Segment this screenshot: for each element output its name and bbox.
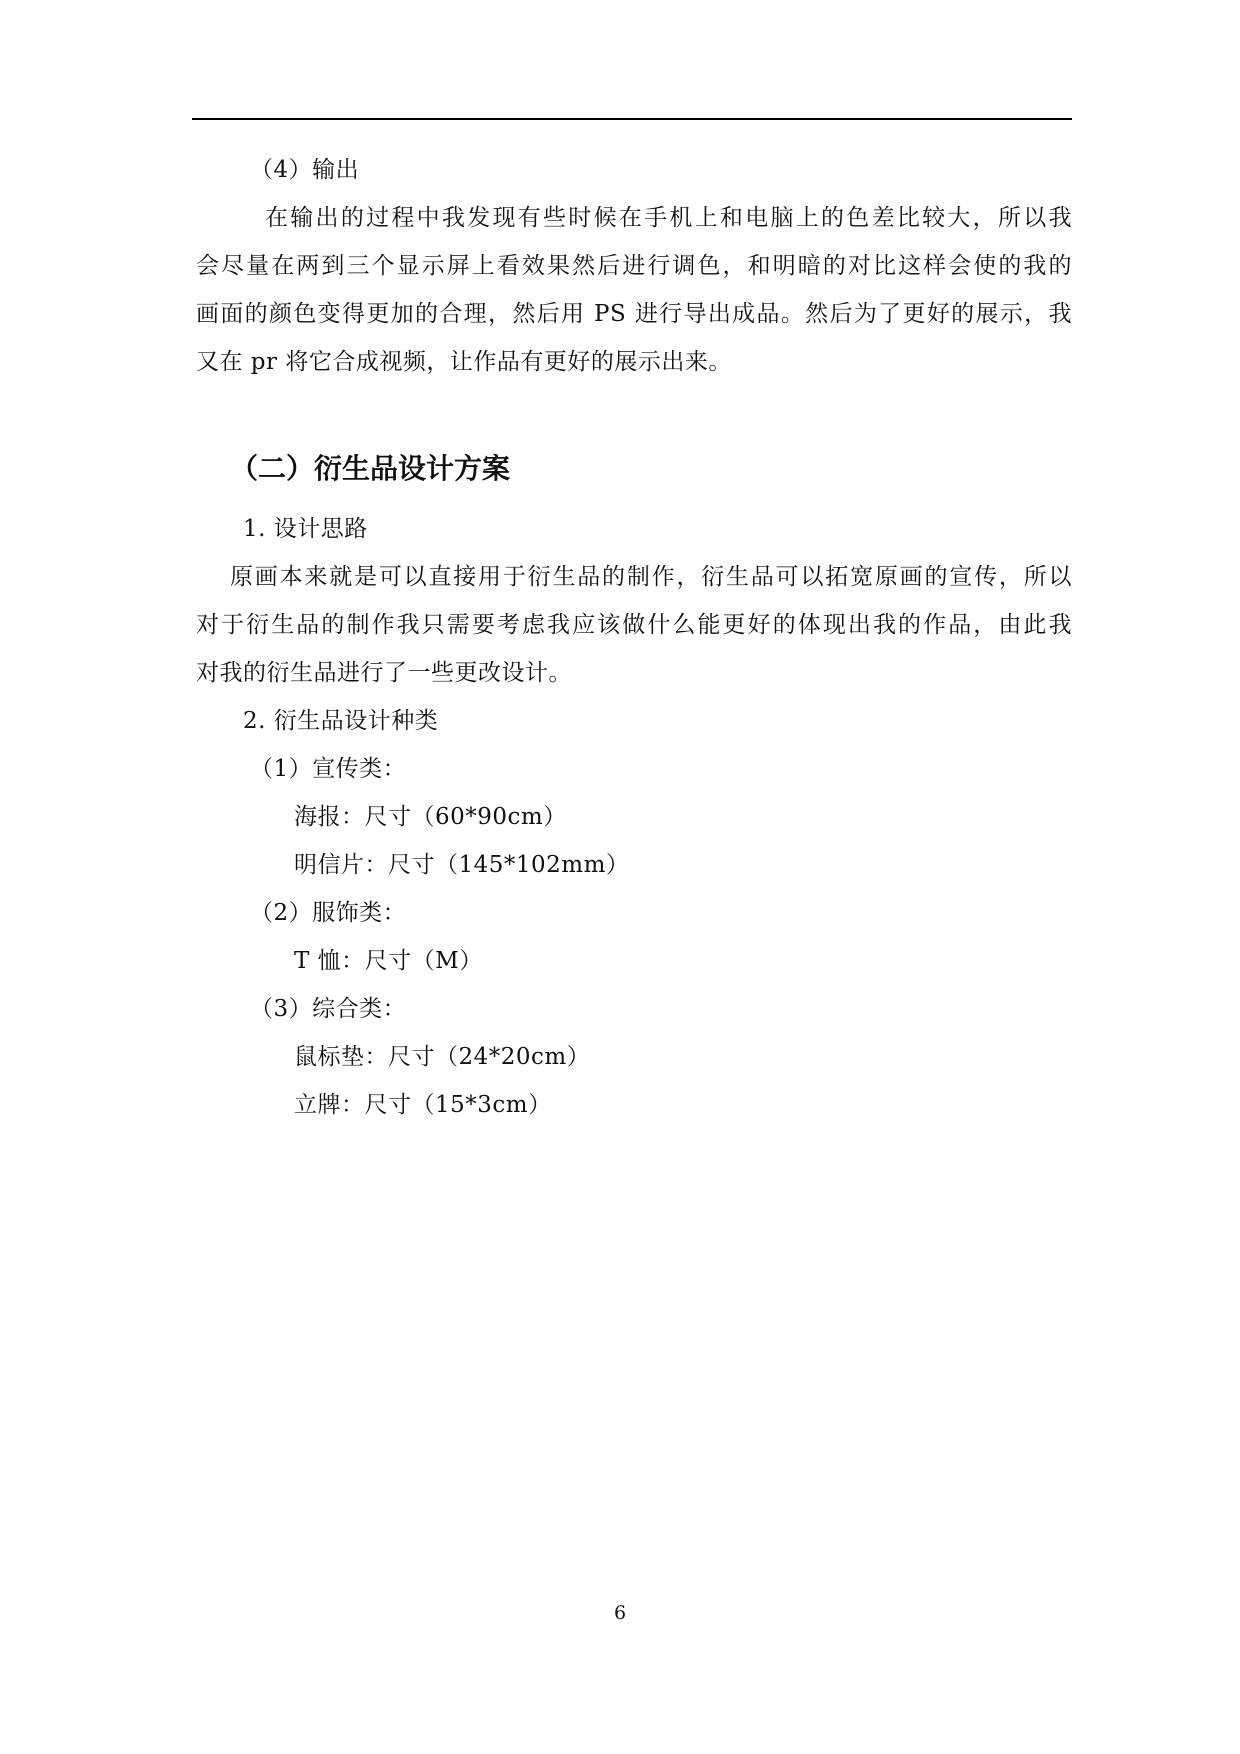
paragraph-line: 会尽量在两到三个显示屏上看效果然后进行调色，和明暗的对比这样会使的我的 bbox=[196, 253, 1072, 279]
paragraph-line: 又在 pr 将它合成视频，让作品有更好的展示出来。 bbox=[196, 349, 732, 375]
section-heading: （二）衍生品设计方案 bbox=[230, 452, 511, 485]
category-label: （1）宣传类： bbox=[250, 756, 407, 782]
paragraph-line: 原画本来就是可以直接用于衍生品的制作，衍生品可以拓宽原画的宣传，所以 bbox=[230, 564, 1072, 590]
category-item: 明信片：尺寸（145*102mm） bbox=[294, 852, 630, 878]
page-number: 6 bbox=[613, 1602, 627, 1624]
paragraph-line: 在输出的过程中我发现有些时候在手机上和电脑上的色差比较大，所以我 bbox=[265, 205, 1072, 231]
header-rule bbox=[192, 118, 1072, 120]
category-label: （3）综合类： bbox=[250, 996, 407, 1022]
category-item: 立牌：尺寸（15*3cm） bbox=[294, 1092, 552, 1118]
subheading-derivative-types: 2. 衍生品设计种类 bbox=[243, 708, 439, 734]
paragraph-line: 对于衍生品的制作我只需要考虑我应该做什么能更好的体现出我的作品，由此我 bbox=[196, 612, 1072, 638]
category-item: 海报：尺寸（60*90cm） bbox=[294, 804, 567, 830]
category-item: 鼠标垫：尺寸（24*20cm） bbox=[294, 1044, 591, 1070]
subheading-output: （4）输出 bbox=[250, 157, 360, 183]
paragraph-line: 对我的衍生品进行了一些更改设计。 bbox=[196, 660, 572, 686]
category-label: （2）服饰类： bbox=[250, 900, 407, 926]
category-item: T 恤：尺寸（M） bbox=[294, 948, 483, 974]
paragraph-line: 画面的颜色变得更加的合理，然后用 PS 进行导出成品。然后为了更好的展示，我 bbox=[196, 301, 1072, 327]
subheading-design-idea: 1. 设计思路 bbox=[243, 516, 368, 542]
